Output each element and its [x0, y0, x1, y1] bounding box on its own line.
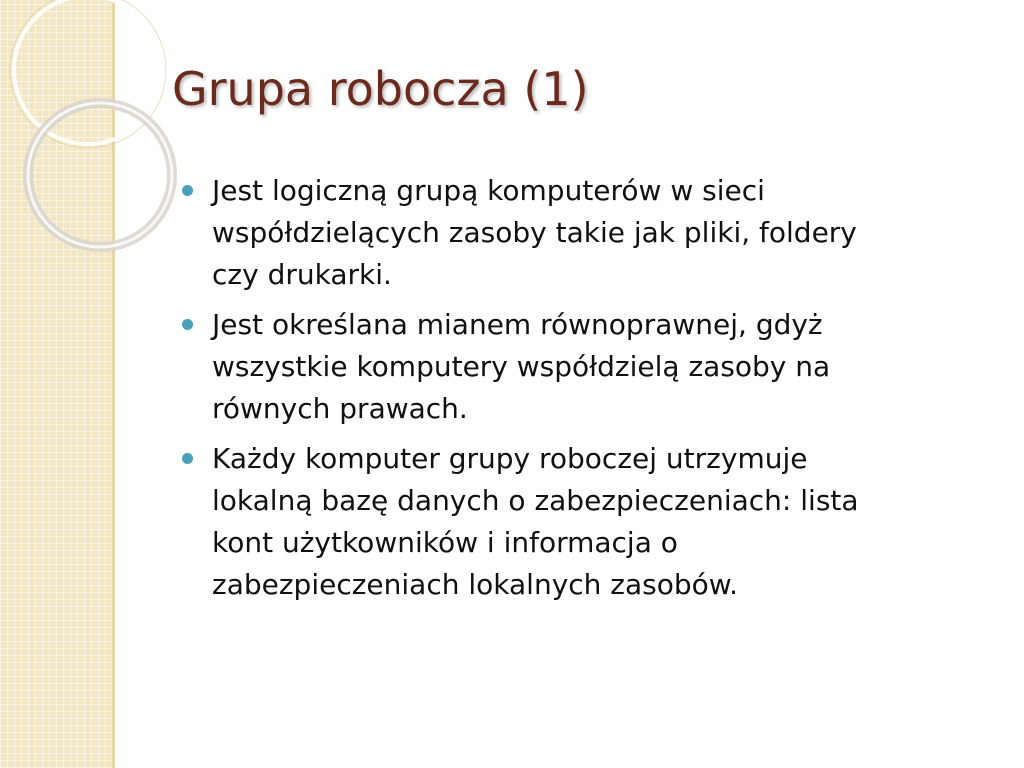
bullet-line: czy drukarki.	[212, 258, 392, 291]
bullet-item	[182, 304, 962, 430]
bullet-line: równych prawach.	[212, 392, 468, 425]
slide-title: Grupa robocza (1)	[172, 62, 589, 116]
bullet-list	[182, 170, 962, 614]
bullet-line: współdzielących zasoby takie jak pliki, foldery	[212, 216, 857, 249]
bullet-line: Jest określana mianem równoprawnej, gdyż	[212, 308, 823, 341]
bullet-item	[182, 438, 962, 606]
bullet-line: Każdy komputer grupy roboczej utrzymuje	[212, 442, 808, 475]
bullet-dot-icon	[182, 185, 193, 196]
bullet-line: zabezpieczeniach lokalnych zasobów.	[212, 568, 739, 601]
bullet-line: kont użytkowników i informacja o	[212, 526, 678, 559]
bullet-line: lokalną bazę danych o zabezpieczeniach: lista	[212, 484, 859, 517]
bullet-dot-icon	[182, 453, 193, 464]
bullet-item	[182, 170, 962, 296]
bullet-line: wszystkie komputery współdzielą zasoby na	[212, 350, 831, 383]
bullet-line: Jest logiczną grupą komputerów w sieci	[212, 174, 765, 207]
bullet-dot-icon	[182, 319, 193, 330]
decorative-rings-icon	[0, 0, 160, 260]
